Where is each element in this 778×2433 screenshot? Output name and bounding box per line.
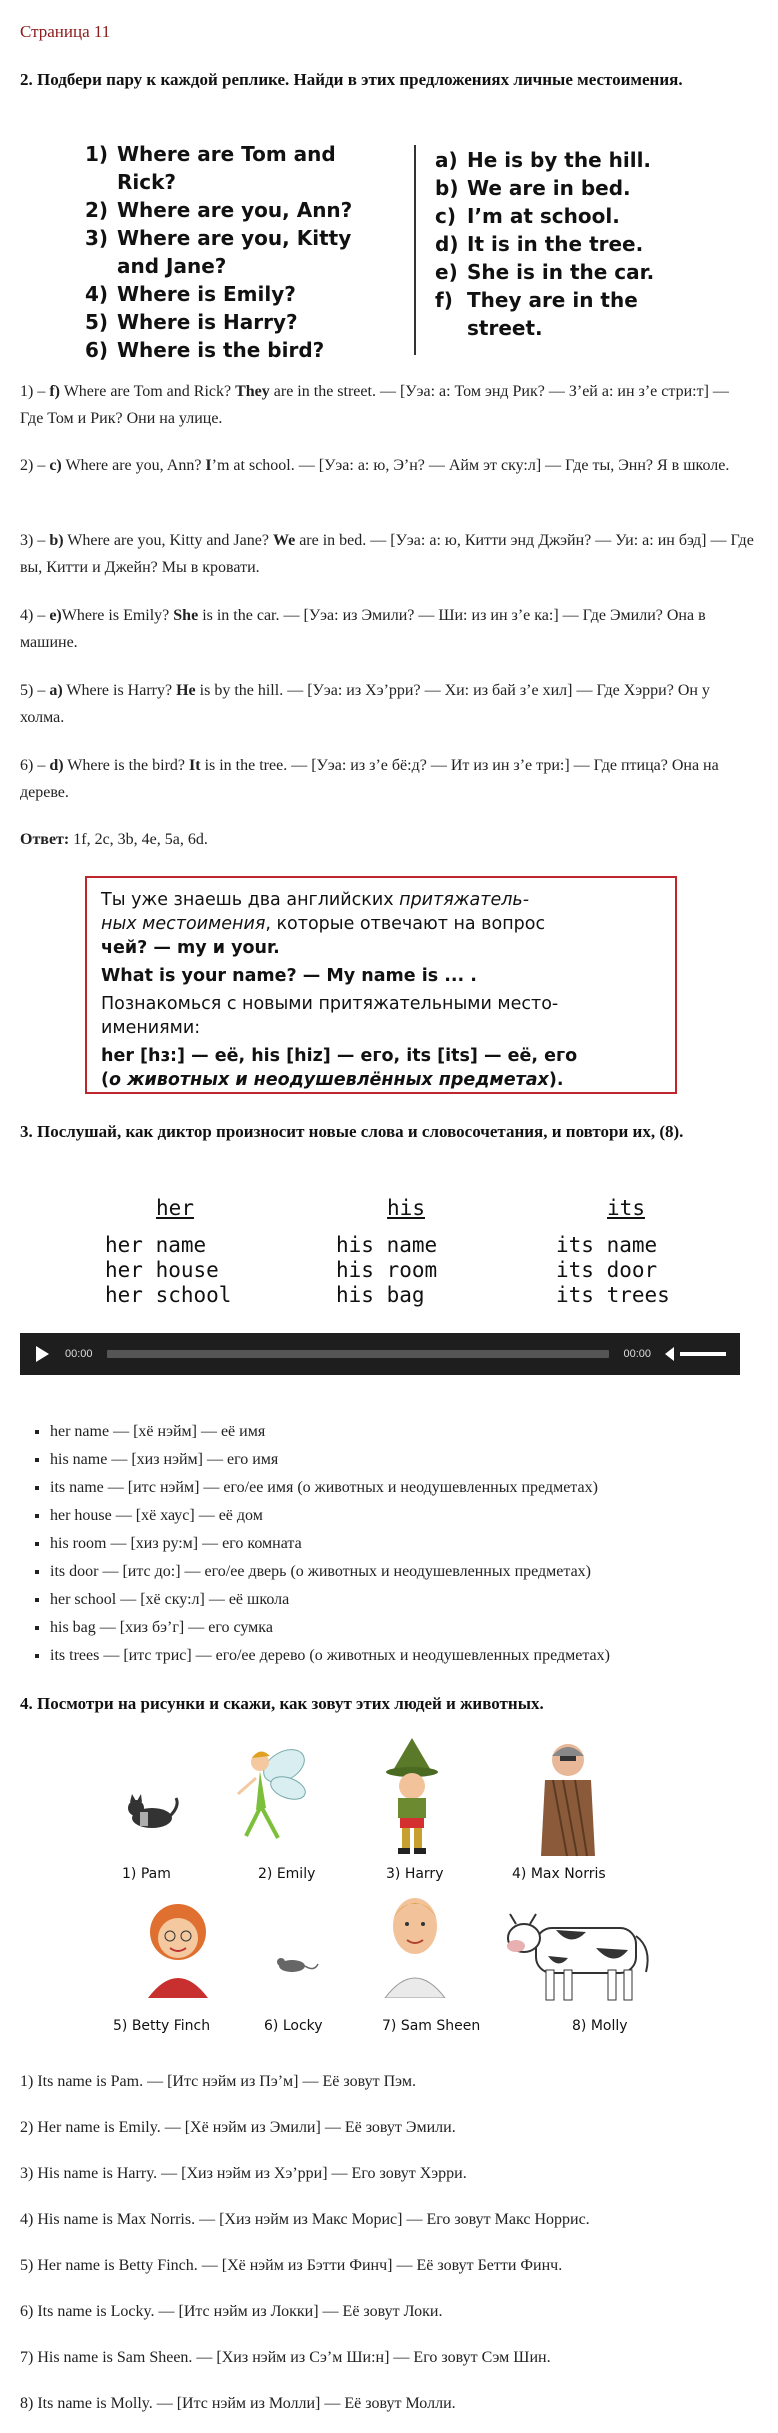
answer-5: 5) Her name is Betty Finch. — [Хё нэйм из Бэтти Финч] — Её зовут Бетти Финч. bbox=[20, 2257, 563, 2274]
list-item: ▪ his name — [хиз нэйм] — его имя bbox=[50, 1446, 610, 1474]
word-column-her bbox=[105, 1196, 245, 1308]
a-num: a) bbox=[435, 148, 458, 172]
solution-3: 3) – b) Where are you, Kitty and Jane? We are in bed. — [Уэа: а: ю, Китти энд Джэйн? — Уи: а: ин бэд] — Где вы, Китти и Джейн? Мы в кровати. bbox=[20, 532, 754, 576]
list-item: ▪ her name — [хё нэйм] — её имя bbox=[50, 1418, 610, 1446]
answer-2: 2) Her name is Emily. — [Хё нэйм из Эмили] — Её зовут Эмили. bbox=[20, 2119, 456, 2136]
a-text: They are in the bbox=[467, 288, 638, 312]
q-text: Where are you, Kitty bbox=[117, 226, 352, 250]
a-text: We are in bed. bbox=[467, 176, 631, 200]
word-column-his bbox=[336, 1196, 476, 1308]
task3-heading: 3. Послушай, как диктор произносит новые слова и словосочетания, и повтори их, (8). bbox=[20, 1122, 684, 1141]
caption-1: 1) Pam bbox=[122, 1866, 171, 1882]
max-norris-illustration bbox=[533, 1738, 603, 1858]
fairy-illustration bbox=[226, 1738, 316, 1858]
caption-5: 5) Betty Finch bbox=[113, 2018, 211, 2034]
caption-2: 2) Emily bbox=[258, 1866, 316, 1882]
task2-heading: 2. Подбери пару к каждой реплике. Найди в этих предложениях личные местоимения. bbox=[20, 70, 683, 89]
volume-icon[interactable] bbox=[665, 1347, 674, 1361]
a-text: He is by the hill. bbox=[467, 148, 652, 172]
book-questions bbox=[85, 140, 405, 364]
book-answers bbox=[435, 146, 735, 342]
caption-8: 8) Molly bbox=[572, 2018, 628, 2034]
answer-1: 1) Its name is Pam. — [Итс нэйм из Пэ’м] — Её зовут Пэм. bbox=[20, 2073, 416, 2090]
phrase: his bag bbox=[336, 1283, 425, 1307]
list-item: ▪ his room — [хиз ру:м] — его комната bbox=[50, 1530, 610, 1558]
q-num: 1) bbox=[85, 142, 109, 166]
q-text: Where is Emily? bbox=[117, 282, 296, 306]
a-num: e) bbox=[435, 260, 458, 284]
vocab-list bbox=[32, 1418, 610, 1670]
phrase: her house bbox=[105, 1258, 219, 1282]
q-num: 6) bbox=[85, 338, 109, 362]
q-text: Where is the bird? bbox=[117, 338, 325, 362]
phrase: its door bbox=[556, 1258, 658, 1282]
list-item: ▪ its trees — [итс трис] — его/ее дерево (о животных и неодушевленных предметах) bbox=[50, 1642, 610, 1670]
column-head: its bbox=[607, 1196, 645, 1220]
list-item: ▪ her school — [хё ску:л] — её школа bbox=[50, 1586, 610, 1614]
harry-illustration bbox=[372, 1738, 452, 1858]
answer-6: 6) Its name is Locky. — [Итс нэйм из Локки] — Её зовут Локи. bbox=[20, 2303, 443, 2320]
cow-illustration bbox=[496, 1908, 666, 2008]
betty-finch-illustration bbox=[138, 1898, 218, 1998]
answer-4: 4) His name is Max Norris. — [Хиз нэйм из Макс Морис] — Его зовут Макс Норрис. bbox=[20, 2211, 590, 2228]
q-num: 3) bbox=[85, 226, 109, 250]
column-head: her bbox=[156, 1196, 194, 1220]
list-item: ▪ his bag — [хиз бэ’г] — его сумка bbox=[50, 1614, 610, 1642]
total-time: 00:00 bbox=[623, 1348, 651, 1360]
solution-6: 6) – d) Where is the bird? It is in the tree. — [Уэа: из з’е бё:д? — Ит из ин з’е три:] — Где птица? Она на дереве. bbox=[20, 757, 719, 801]
column-head: his bbox=[387, 1196, 425, 1220]
q-text: Where are Tom and bbox=[117, 142, 336, 166]
phrase: her name bbox=[105, 1233, 207, 1257]
caption-4: 4) Max Norris bbox=[512, 1866, 606, 1882]
page-header: Страница 11 bbox=[20, 22, 111, 41]
progress-track[interactable] bbox=[107, 1350, 610, 1358]
answer-3: 3) His name is Harry. — [Хиз нэйм из Хэ’рри] — Его зовут Хэрри. bbox=[20, 2165, 467, 2182]
a-num: b) bbox=[435, 176, 459, 200]
word-column-its bbox=[556, 1196, 696, 1308]
a-text: It is in the tree. bbox=[467, 232, 644, 256]
a-num: d) bbox=[435, 232, 459, 256]
q-text: Where are you, Ann? bbox=[117, 198, 353, 222]
current-time: 00:00 bbox=[65, 1348, 93, 1360]
rule-box: Ты уже знаешь два английских притяжатель- ных местоимения, которые отвечают на вопрос чей? — my и your. What is your name? — My name is ... . Познакомься с новыми притяжательными место- имениями: her [hɜ:] — её, his [hiz] — его, its [its] — её, его (о животных и неодушевлённых предметах). bbox=[85, 876, 677, 1094]
divider-line bbox=[414, 145, 416, 355]
q-text: and Jane? bbox=[117, 254, 227, 278]
phrase: his room bbox=[336, 1258, 438, 1282]
phrase: his name bbox=[336, 1233, 438, 1257]
audio-player bbox=[20, 1333, 740, 1375]
task4-heading: 4. Посмотри на рисунки и скажи, как зовут этих людей и животных. bbox=[20, 1694, 544, 1713]
list-item: ▪ its door — [итс до:] — его/ее дверь (о животных и неодушевленных предметах) bbox=[50, 1558, 610, 1586]
a-text: She is in the car. bbox=[467, 260, 655, 284]
sam-sheen-illustration bbox=[375, 1888, 455, 1998]
list-item: ▪ her house — [хё хаус] — её дом bbox=[50, 1502, 610, 1530]
phrase: her school bbox=[105, 1283, 232, 1307]
play-icon[interactable] bbox=[36, 1346, 49, 1362]
a-num: f) bbox=[435, 288, 453, 312]
a-text: I’m at school. bbox=[467, 204, 620, 228]
q-text: Rick? bbox=[117, 170, 177, 194]
q-text: Where is Harry? bbox=[117, 310, 298, 334]
cat-illustration bbox=[122, 1786, 182, 1836]
answer-line: Ответ: 1f, 2c, 3b, 4e, 5a, 6d. bbox=[20, 831, 208, 848]
q-num: 5) bbox=[85, 310, 109, 334]
q-num: 2) bbox=[85, 198, 109, 222]
solution-1: 1) – f) Where are Tom and Rick? They are in the street. — [Уэа: а: Том энд Рик? — З’ей а: ин з’е стри:т] — Где Том и Рик? Они на улице. bbox=[20, 383, 729, 427]
list-item: ▪ its name — [итс нэйм] — его/ее имя (о животных и неодушевленных предметах) bbox=[50, 1474, 610, 1502]
caption-3: 3) Harry bbox=[386, 1866, 444, 1882]
solution-5: 5) – a) Where is Harry? He is by the hill. — [Уэа: из Хэ’рри? — Хи: из бай з’е хил] — Где Хэрри? Он у холма. bbox=[20, 682, 710, 726]
caption-6: 6) Locky bbox=[264, 2018, 323, 2034]
answer-7: 7) His name is Sam Sheen. — [Хиз нэйм из Сэ’м Ши:н] — Его зовут Сэм Шин. bbox=[20, 2349, 551, 2366]
phrase: its trees bbox=[556, 1283, 670, 1307]
mouse-illustration bbox=[270, 1950, 320, 1980]
a-text: street. bbox=[467, 316, 543, 340]
q-num: 4) bbox=[85, 282, 109, 306]
a-num: c) bbox=[435, 204, 456, 228]
solution-4: 4) – e)Where is Emily? She is in the car. — [Уэа: из Эмили? — Ши: из ин з’е ка:] — Где Эмили? Она в машине. bbox=[20, 607, 706, 651]
caption-7: 7) Sam Sheen bbox=[382, 2018, 481, 2034]
answer-8: 8) Its name is Molly. — [Итс нэйм из Молли] — Её зовут Молли. bbox=[20, 2395, 456, 2412]
phrase: its name bbox=[556, 1233, 658, 1257]
solution-2: 2) – c) Where are you, Ann? I’m at school. — [Уэа: а: ю, Э’н? — Айм эт ску:л] — Где ты, Энн? Я в школе. bbox=[20, 457, 730, 474]
volume-slider[interactable] bbox=[680, 1352, 726, 1356]
